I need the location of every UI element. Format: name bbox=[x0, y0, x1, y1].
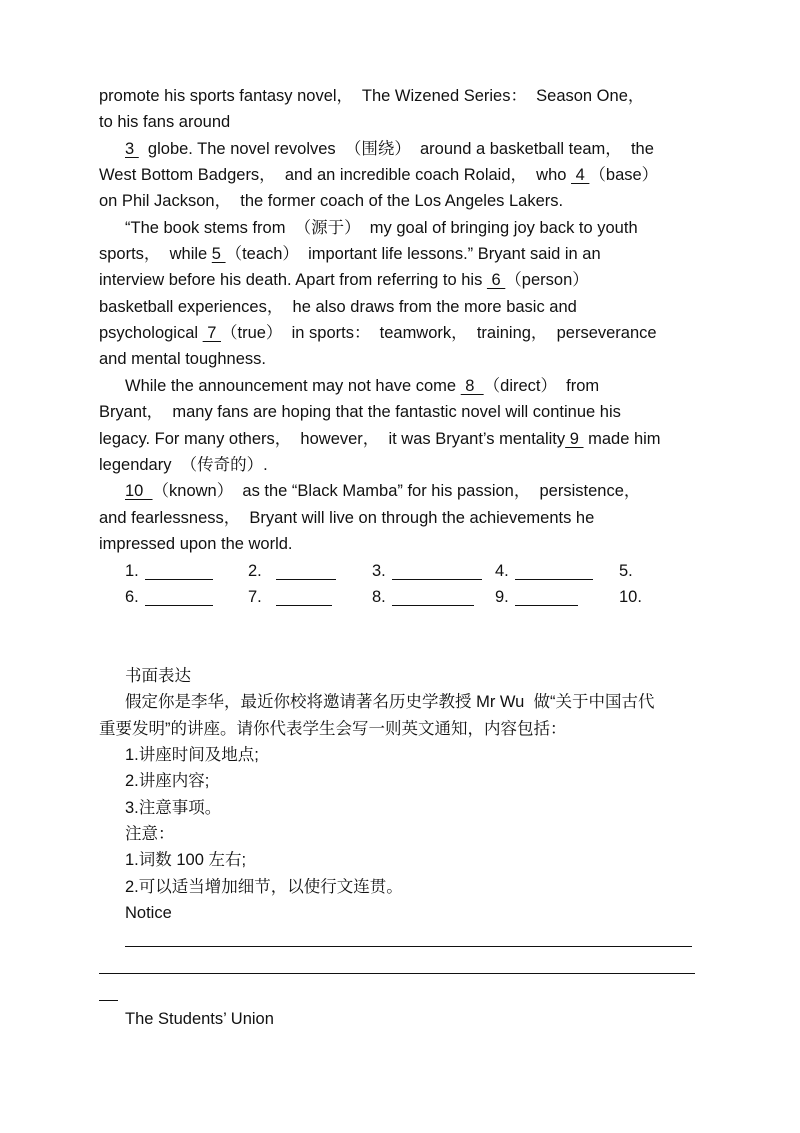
signature: The Students’ Union bbox=[125, 1010, 274, 1028]
answer-line[interactable] bbox=[515, 579, 593, 580]
passage-line: on Phil Jackson， the former coach of the Los Angeles Lakers. bbox=[99, 192, 564, 210]
passage-line: interview before his death. Apart from referring to his 6 （person） bbox=[99, 271, 589, 289]
answer-label: 5. bbox=[619, 562, 633, 580]
passage-line: impressed upon the world. bbox=[99, 535, 293, 553]
prompt-line: 重要发明”的讲座。请你代表学生会写一则英文通知，内容包括： bbox=[99, 720, 567, 738]
answer-label: 3. bbox=[372, 562, 386, 580]
answer-label: 7. bbox=[248, 588, 262, 606]
prompt-line: 假定你是李华，最近你校将邀请著名历史学教授 Mr Wu 做“关于中国古代 bbox=[125, 693, 655, 711]
passage-line: “The book stems from （源于） my goal of bringing joy back to youth bbox=[125, 219, 638, 237]
passage-line: legacy. For many others， however， it was Bryant’s mentality 9 made him bbox=[99, 430, 661, 448]
answer-label: 6. bbox=[125, 588, 139, 606]
passage-line: psychological 7 （true） in sports： teamwork， training， perseverance bbox=[99, 324, 657, 342]
note-item: 1.词数 100 左右; bbox=[125, 851, 247, 869]
passage-line: While the announcement may not have come 8 （direct） from bbox=[125, 377, 600, 395]
passage-line: promote his sports fantasy novel， The Wizened Series： Season One， bbox=[99, 87, 645, 105]
passage-line: Bryant， many fans are hoping that the fantastic novel will continue his bbox=[99, 403, 621, 421]
note-label: 注意： bbox=[125, 825, 175, 843]
notice-title: Notice bbox=[125, 904, 172, 922]
requirement-item: 3.注意事项。 bbox=[125, 799, 222, 817]
passage-line: and fearlessness， Bryant will live on through the achievements he bbox=[99, 509, 595, 527]
writing-line[interactable] bbox=[99, 1000, 118, 1001]
passage-line: 3 globe. The novel revolves （围绕） around a basketball team， the bbox=[125, 140, 654, 158]
writing-line[interactable] bbox=[125, 946, 692, 947]
answer-label: 9. bbox=[495, 588, 509, 606]
note-item: 2.可以适当增加细节，以使行文连贯。 bbox=[125, 878, 403, 896]
blank-9: 9 bbox=[565, 430, 584, 448]
passage-line: and mental toughness. bbox=[99, 350, 266, 368]
answer-line[interactable] bbox=[515, 605, 578, 606]
writing-line[interactable] bbox=[99, 973, 695, 974]
passage-line: 10 （known） as the “Black Mamba” for his passion， persistence， bbox=[125, 482, 641, 500]
blank-6: 6 bbox=[486, 271, 506, 289]
answer-label: 1. bbox=[125, 562, 139, 580]
blank-10: 10 bbox=[125, 482, 153, 500]
blank-5: 5 bbox=[211, 245, 226, 263]
passage-line: sports， while 5 （teach） important life lessons.” Bryant said in an bbox=[99, 245, 601, 263]
answer-line[interactable] bbox=[276, 605, 332, 606]
requirement-item: 2.讲座内容; bbox=[125, 772, 210, 790]
requirement-item: 1.讲座时间及地点; bbox=[125, 746, 259, 764]
section-heading: 书面表达 bbox=[125, 667, 191, 685]
passage-line: legendary （传奇的）. bbox=[99, 456, 268, 474]
answer-line[interactable] bbox=[392, 605, 474, 606]
blank-4: 4 bbox=[571, 166, 590, 184]
passage-line: West Bottom Badgers， and an incredible coach Rolaid， who 4 （base） bbox=[99, 166, 659, 184]
answer-label: 4. bbox=[495, 562, 509, 580]
answer-line[interactable] bbox=[276, 579, 336, 580]
answer-line[interactable] bbox=[145, 579, 213, 580]
answer-line[interactable] bbox=[392, 579, 482, 580]
answer-line[interactable] bbox=[145, 605, 213, 606]
passage-line: basketball experiences， he also draws from the more basic and bbox=[99, 298, 577, 316]
answer-label: 8. bbox=[372, 588, 386, 606]
answer-label: 10. bbox=[619, 588, 642, 606]
answer-label: 2. bbox=[248, 562, 262, 580]
passage-line: to his fans around bbox=[99, 113, 231, 131]
blank-7: 7 bbox=[202, 324, 221, 342]
blank-8: 8 bbox=[460, 377, 484, 395]
blank-3: 3 bbox=[125, 140, 139, 158]
